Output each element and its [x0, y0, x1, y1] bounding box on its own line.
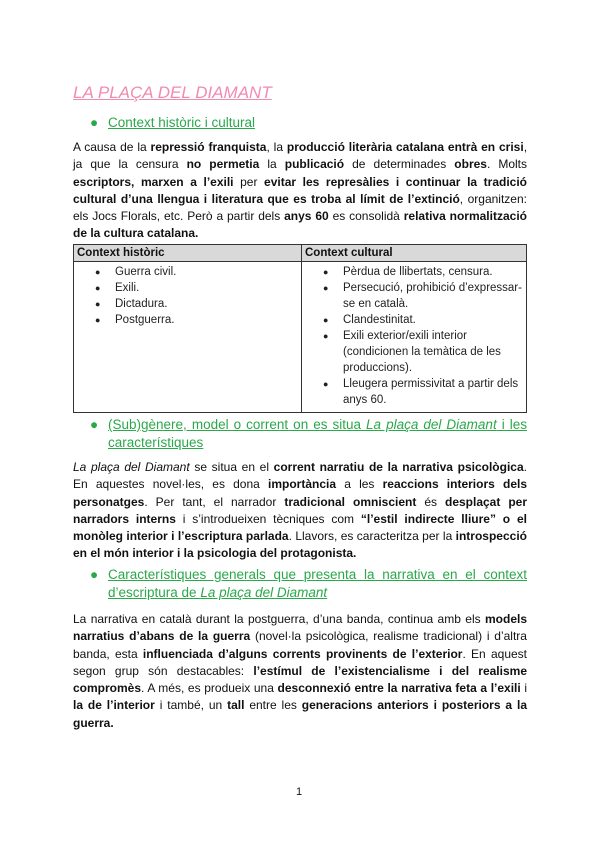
text-run: la	[259, 157, 285, 172]
table-cell-cultural	[302, 262, 527, 413]
paragraph-characteristics	[73, 611, 527, 732]
table-row	[74, 262, 527, 413]
text-run: per	[233, 174, 265, 189]
text-run: generacions anteriors i posteriors a la guerra.	[73, 698, 527, 730]
text-run: introspecció en el món interior i la psicologia del protagonista.	[73, 529, 527, 561]
document-title: LA PLAÇA DEL DIAMANT	[73, 83, 272, 102]
text-run: evitar les represàlies i continuar la tradició cultural d’una llengua i literatura que es troba al límit de l’extinció	[73, 174, 528, 206]
text-run: i	[520, 681, 528, 696]
text-run: relativa normalització de la cultura catalana.	[73, 209, 527, 241]
section-heading-genre	[90, 416, 527, 452]
text-run: tradicional omniscient	[284, 494, 417, 509]
text-run: i s’introdueixen tècniques com	[175, 511, 361, 526]
context-table	[73, 244, 527, 413]
text-run: tall	[227, 698, 245, 713]
list-item: ● Pèrdua de llibertats, censura.	[343, 264, 523, 280]
text-run: models narratius d’abans de la guerra	[73, 612, 527, 644]
bullet-icon: ●	[90, 567, 99, 582]
section-heading-characteristics	[90, 566, 527, 602]
bullet-icon: ●	[90, 115, 99, 130]
text-run: repressió franquista	[150, 140, 267, 154]
text-run: escriptors, marxen a l’exili	[73, 174, 234, 189]
text-run: La plaça del Diamant	[366, 417, 497, 432]
text-run: . En aquest segon grup són destacables:	[73, 646, 528, 678]
text-run: publicació	[284, 157, 345, 172]
text-run: és	[416, 494, 445, 509]
text-run: “l’estil indirecte lliure” o el monòleg interior i l’escriptura parlada	[73, 511, 527, 544]
text-run: es consolidà	[328, 209, 404, 224]
text-run: a les	[336, 477, 383, 492]
text-run: (novel·la psicològica, realisme tradicional) i d’altra banda, esta	[73, 629, 527, 661]
table-header-historic: Context històric	[74, 245, 302, 262]
text-run: corrent narratiu de la narrativa psicològica	[273, 460, 524, 474]
list-item: ● Exili.	[115, 280, 298, 296]
text-run: . Per tant, el narrador	[144, 494, 285, 509]
text-run: l’estímul de l’existencialisme i del realisme compromès	[73, 663, 527, 696]
section-heading-context	[90, 114, 255, 132]
text-run: . Llavors, es caracteritza per la	[288, 529, 456, 544]
text-run: Característiques generals que presenta la narrativa en el context d’escriptura de	[108, 567, 527, 600]
section-heading-text: Context històric i cultural	[108, 115, 256, 130]
bullet-icon: ●	[90, 417, 99, 432]
text-run: La plaça del Diamant	[200, 585, 328, 600]
table-cell-historic	[74, 262, 302, 413]
historic-list	[77, 264, 298, 328]
list-item: ● Postguerra.	[115, 312, 298, 328]
text-run: no permetia	[186, 157, 260, 172]
cultural-list	[305, 264, 523, 408]
list-item: ● Clandestinitat.	[343, 312, 523, 328]
text-run: i les característiques	[108, 417, 528, 450]
table-header-row	[74, 245, 527, 262]
table-header-cultural: Context cultural	[302, 245, 527, 262]
list-item: ● Persecució, prohibició d’expressar-se en català.	[343, 280, 523, 312]
text-run: se situa en el	[189, 460, 274, 474]
list-item: ● Lleugera permissivitat a partir dels anys 60.	[343, 376, 523, 408]
text-run: entre les	[244, 698, 302, 713]
text-run: , ja que la censura	[73, 140, 528, 172]
paragraph-context	[73, 139, 527, 243]
text-run: la de l’interior	[73, 698, 155, 713]
text-run: A causa de la	[73, 140, 151, 154]
text-run: reaccions interiors dels personatges	[73, 477, 528, 509]
text-run: producció literària catalana entrà en crisi	[286, 140, 524, 154]
text-run: . En aquestes novel·les, es dona	[73, 460, 527, 492]
text-run: desconnexió entre la narrativa feta a l’exili	[277, 681, 521, 696]
text-run: obres	[454, 157, 487, 172]
list-item: ● Guerra civil.	[115, 264, 298, 280]
text-run: influenciada d’alguns corrents provinents de l’exterior	[142, 646, 463, 661]
text-run: importància	[268, 477, 337, 492]
text-run: de determinades	[344, 157, 455, 172]
list-item: ● Dictadura.	[115, 296, 298, 312]
text-run: La narrativa en català durant la postguerra, d’una banda, continua amb els	[73, 612, 485, 626]
text-run: , la	[266, 140, 287, 154]
list-item: ● Exili exterior/exili interior (condicionen la temàtica de les produccions).	[343, 328, 523, 376]
text-run: , organitzen: els Jocs Florals, etc. Però a partir dels	[73, 191, 527, 224]
paragraph-genre	[73, 459, 527, 563]
text-run: . A més, es produeix una	[141, 681, 278, 696]
page-number: 1	[296, 786, 303, 798]
text-run: . Molts	[486, 157, 528, 172]
text-run: desplaçat per narradors interns	[73, 494, 527, 526]
text-run: (Sub)gènere, model o corrent on es situa	[108, 417, 367, 432]
text-run: La plaça del Diamant	[73, 460, 190, 474]
text-run: anys 60	[284, 209, 329, 224]
section-heading-text	[90, 416, 527, 452]
text-run: i també, un	[154, 698, 228, 713]
section-heading-text	[90, 566, 527, 602]
